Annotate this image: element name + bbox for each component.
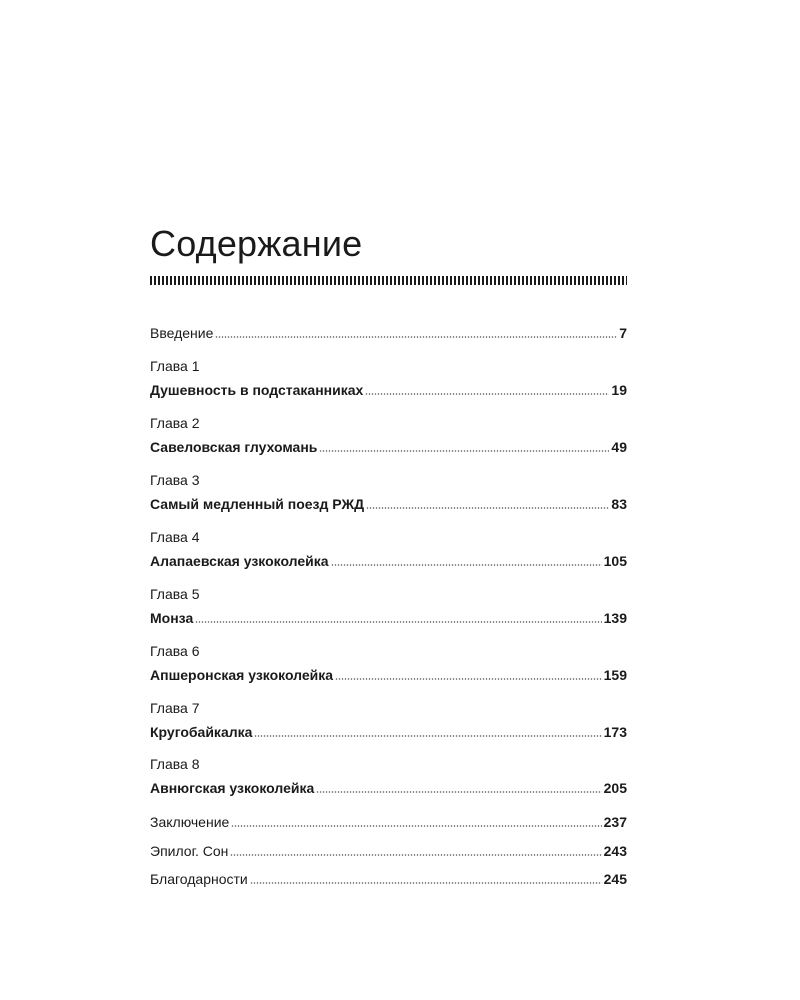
toc-page-number: 237 bbox=[603, 814, 627, 830]
dot-leader bbox=[365, 393, 609, 395]
chapter-label: Глава 8 bbox=[150, 756, 200, 772]
chapter-label: Глава 5 bbox=[150, 586, 200, 602]
toc-page-number: 105 bbox=[603, 553, 627, 569]
toc-page-number: 19 bbox=[611, 382, 627, 398]
toc-entry-chapter-5[interactable] bbox=[150, 585, 627, 627]
dot-leader bbox=[319, 450, 609, 452]
chapter-label: Глава 7 bbox=[150, 700, 200, 716]
toc-entry-intro[interactable] bbox=[150, 324, 627, 342]
dot-leader bbox=[366, 507, 609, 509]
toc-entry-chapter-1[interactable] bbox=[150, 357, 627, 399]
toc-title: Кругобайкалка bbox=[150, 724, 253, 740]
dot-leader bbox=[316, 791, 601, 793]
chapter-label: Глава 6 bbox=[150, 643, 200, 659]
title-rule bbox=[150, 276, 627, 285]
chapter-label: Глава 2 bbox=[150, 415, 200, 431]
toc-entry-acknowledgements[interactable] bbox=[150, 870, 627, 888]
toc-title: Самый медленный поезд РЖД bbox=[150, 496, 365, 512]
dot-leader bbox=[195, 621, 601, 623]
toc-title: Благодарности bbox=[150, 871, 248, 887]
toc-entry-chapter-8[interactable] bbox=[150, 755, 627, 797]
toc-title: Введение bbox=[150, 325, 214, 341]
toc-page-number: 7 bbox=[619, 325, 627, 341]
toc-entry-chapter-4[interactable] bbox=[150, 528, 627, 570]
toc-page-number: 159 bbox=[603, 667, 627, 683]
toc-title: Эпилог. Сон bbox=[150, 843, 229, 859]
dot-leader bbox=[254, 735, 601, 737]
dot-leader bbox=[215, 336, 617, 338]
toc-title: Монза bbox=[150, 610, 194, 626]
dot-leader bbox=[250, 882, 602, 884]
toc-page-number: 245 bbox=[603, 871, 627, 887]
toc-page-number: 243 bbox=[603, 843, 627, 859]
dot-leader bbox=[335, 678, 602, 680]
chapter-label: Глава 3 bbox=[150, 472, 200, 488]
toc-entry-chapter-3[interactable] bbox=[150, 471, 627, 513]
toc-entry-chapter-6[interactable] bbox=[150, 642, 627, 684]
page-title: Содержание bbox=[150, 223, 363, 264]
toc-title: Заключение bbox=[150, 814, 230, 830]
toc-title: Авнюгская узкоколейка bbox=[150, 780, 315, 796]
toc-entry-chapter-7[interactable] bbox=[150, 699, 627, 741]
dot-leader bbox=[231, 825, 601, 827]
toc-entry-chapter-2[interactable] bbox=[150, 414, 627, 456]
chapter-label: Глава 1 bbox=[150, 358, 200, 374]
dot-leader bbox=[230, 854, 601, 856]
toc-entry-epilogue[interactable] bbox=[150, 842, 627, 860]
toc-page-number: 139 bbox=[603, 610, 627, 626]
dot-leader bbox=[331, 564, 602, 566]
toc-entry-conclusion[interactable] bbox=[150, 813, 627, 831]
chapter-label: Глава 4 bbox=[150, 529, 200, 545]
toc-title: Алапаевская узкоколейка bbox=[150, 553, 329, 569]
toc-page-number: 173 bbox=[603, 724, 627, 740]
toc-page-number: 205 bbox=[603, 780, 627, 796]
toc-title: Душевность в подстаканниках bbox=[150, 382, 364, 398]
toc-page-number: 83 bbox=[611, 496, 627, 512]
toc-title: Апшеронская узкоколейка bbox=[150, 667, 334, 683]
toc-title: Савеловская глухомань bbox=[150, 439, 318, 455]
toc-page-number: 49 bbox=[611, 439, 627, 455]
